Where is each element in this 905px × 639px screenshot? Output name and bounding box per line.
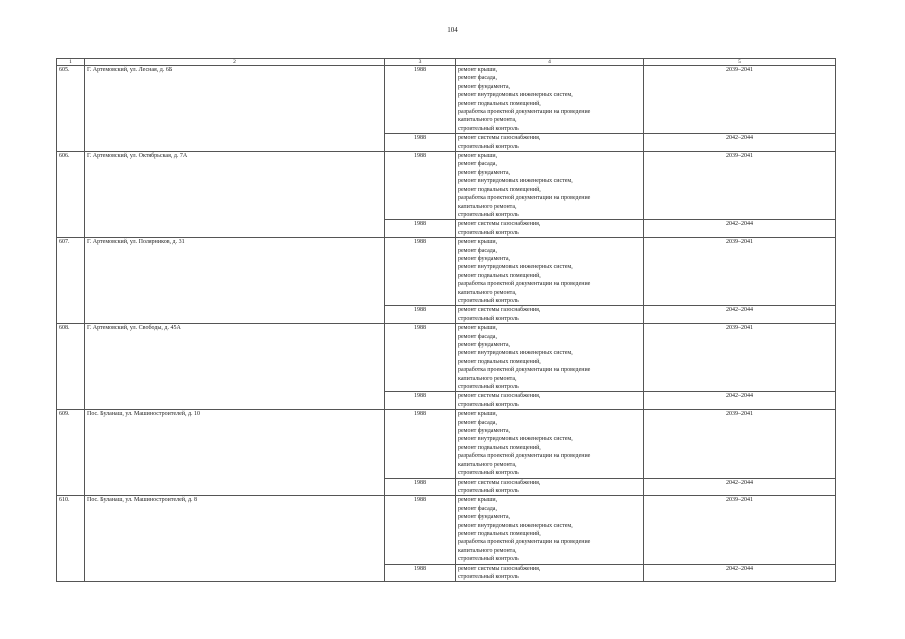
repair-work-item: ремонт внутридомовых инженерных систем,: [458, 178, 573, 185]
repair-work-item: ремонт фундамента,: [458, 255, 510, 262]
repair-work-item: ремонт подвальных помещений,: [458, 358, 541, 365]
repair-work-item: ремонт фундамента,: [458, 342, 510, 348]
repair-work-item: ремонт фасада,: [458, 419, 497, 426]
repair-work-item: ремонт системы газоснабжения,: [458, 135, 541, 142]
row-number: 610.: [57, 496, 85, 582]
planned-period: 2039–2041: [644, 66, 836, 134]
construction-year: 1988: [385, 134, 456, 152]
planned-period: 2042–2044: [644, 134, 836, 152]
repair-work-item: строительный контроль: [458, 573, 519, 580]
repair-work-item: строительный контроль: [458, 315, 519, 322]
construction-year: 1988: [385, 496, 456, 564]
repair-works-list: [456, 410, 644, 478]
repair-work-item: разработка проектной документации на проведение: [458, 453, 591, 460]
repair-work-item: строительный контроль: [458, 401, 519, 408]
repair-works-list: [456, 496, 644, 564]
repair-work-item: капитального ремонта,: [458, 117, 517, 124]
repair-work-item: ремонт системы газоснабжения,: [458, 307, 541, 314]
repair-work-item: строительный контроль: [458, 229, 519, 236]
repair-works-list: [456, 238, 644, 306]
repair-works-list: [456, 220, 644, 238]
repair-work-item: ремонт внутридомовых инженерных систем,: [458, 436, 573, 443]
repair-work-item: ремонт подвальных помещений,: [458, 272, 541, 279]
repair-works-list: [456, 306, 644, 324]
column-number-3: 3: [385, 59, 456, 66]
construction-year: 1988: [385, 478, 456, 496]
repair-works-list: [456, 392, 644, 410]
construction-year: 1988: [385, 220, 456, 238]
repair-work-item: ремонт системы газоснабжения,: [458, 565, 541, 572]
repair-work-item: ремонт фасада,: [458, 333, 497, 340]
table-row: [57, 238, 836, 306]
repair-work-item: разработка проектной документации на проведение: [458, 539, 591, 546]
construction-year: 1988: [385, 410, 456, 478]
repair-schedule-table: [56, 58, 836, 582]
page-number: 104: [447, 26, 458, 34]
repair-work-item: ремонт крыши,: [458, 411, 498, 418]
repair-works-list: [456, 134, 644, 152]
repair-work-item: ремонт подвальных помещений,: [458, 444, 541, 451]
repair-works-list: [456, 324, 644, 392]
repair-work-item: разработка проектной документации на проведение: [458, 281, 591, 288]
table-row: [57, 66, 836, 134]
column-number-1: 1: [57, 59, 85, 66]
table-row: [57, 324, 836, 392]
repair-work-item: ремонт системы газоснабжения,: [458, 479, 541, 486]
column-number-5: 5: [644, 59, 836, 66]
construction-year: 1988: [385, 564, 456, 582]
construction-year: 1988: [385, 324, 456, 392]
repair-work-item: капитального ремонта,: [458, 547, 517, 554]
planned-period: 2039–2041: [644, 410, 836, 478]
repair-work-item: разработка проектной документации на проведение: [458, 367, 591, 374]
repair-work-item: капитального ремонта,: [458, 375, 517, 382]
column-number-row: [57, 59, 836, 66]
repair-work-item: ремонт подвальных помещений,: [458, 186, 541, 193]
repair-work-item: капитального ремонта,: [458, 461, 517, 468]
repair-works-list: [456, 66, 644, 134]
construction-year: 1988: [385, 306, 456, 324]
building-address: Г. Артемовский, ул. Лесная, д. 6Б: [85, 66, 385, 152]
repair-works-list: [456, 478, 644, 496]
building-address: Г. Артемовский, ул. Свободы, д. 45А: [85, 324, 385, 410]
repair-work-item: ремонт внутридомовых инженерных систем,: [458, 264, 573, 271]
building-address: Г. Артемовский, ул. Полярников, д. 31: [85, 238, 385, 324]
table-row: [57, 410, 836, 478]
row-number: 608.: [57, 324, 85, 410]
planned-period: 2042–2044: [644, 306, 836, 324]
planned-period: 2042–2044: [644, 564, 836, 582]
repair-work-item: капитального ремонта,: [458, 203, 517, 210]
column-number-4: 4: [456, 59, 644, 66]
repair-work-item: строительный контроль: [458, 143, 519, 150]
repair-work-item: ремонт внутридомовых инженерных систем,: [458, 522, 573, 529]
construction-year: 1988: [385, 392, 456, 410]
row-number: 605.: [57, 66, 85, 152]
repair-work-item: строительный контроль: [458, 125, 519, 132]
building-address: Пос. Буланаш, ул. Машиностроителей, д. 10: [85, 410, 385, 496]
building-address: Пос. Буланаш, ул. Машиностроителей, д. 8: [85, 496, 385, 582]
repair-work-item: ремонт крыши,: [458, 325, 498, 332]
planned-period: 2039–2041: [644, 152, 836, 220]
construction-year: 1988: [385, 238, 456, 306]
repair-work-item: ремонт крыши,: [458, 153, 498, 160]
repair-work-item: ремонт фундамента,: [458, 514, 510, 521]
repair-work-item: ремонт подвальных помещений,: [458, 530, 541, 537]
repair-work-item: капитального ремонта,: [458, 289, 517, 296]
repair-work-item: ремонт фасада,: [458, 505, 497, 512]
repair-work-item: ремонт фасада,: [458, 247, 497, 254]
repair-work-item: строительный контроль: [458, 297, 519, 304]
repair-work-item: ремонт фундамента,: [458, 169, 510, 176]
column-number-2: 2: [85, 59, 385, 66]
planned-period: 2042–2044: [644, 220, 836, 238]
table-body: [57, 59, 836, 582]
repair-work-item: ремонт фундамента,: [458, 83, 510, 90]
repair-work-item: ремонт системы газоснабжения,: [458, 393, 541, 400]
repair-work-item: ремонт фасада,: [458, 161, 497, 168]
table-row: [57, 496, 836, 564]
repair-work-item: разработка проектной документации на проведение: [458, 195, 591, 202]
repair-work-item: ремонт системы газоснабжения,: [458, 221, 541, 228]
repair-works-list: [456, 564, 644, 582]
repair-work-item: строительный контроль: [458, 470, 519, 477]
row-number: 606.: [57, 152, 85, 238]
construction-year: 1988: [385, 66, 456, 134]
planned-period: 2039–2041: [644, 496, 836, 564]
planned-period: 2042–2044: [644, 478, 836, 496]
repair-work-item: ремонт подвальных помещений,: [458, 100, 541, 107]
repair-work-item: разработка проектной документации на проведение: [458, 109, 591, 116]
building-address: Г. Артемовский, ул. Октябрьская, д. 7А: [85, 152, 385, 238]
repair-work-item: строительный контроль: [458, 384, 519, 391]
planned-period: 2042–2044: [644, 392, 836, 410]
repair-work-item: ремонт крыши,: [458, 497, 498, 504]
planned-period: 2039–2041: [644, 238, 836, 306]
repair-work-item: строительный контроль: [458, 487, 519, 494]
planned-period: 2039–2041: [644, 324, 836, 392]
repair-work-item: строительный контроль: [458, 211, 519, 218]
repair-works-list: [456, 152, 644, 220]
row-number: 607.: [57, 238, 85, 324]
repair-work-item: ремонт внутридомовых инженерных систем,: [458, 92, 573, 99]
table-row: [57, 152, 836, 220]
repair-work-item: ремонт фундамента,: [458, 428, 510, 435]
repair-work-item: ремонт крыши,: [458, 67, 498, 73]
repair-work-item: ремонт фасада,: [458, 75, 497, 82]
row-number: 609.: [57, 410, 85, 496]
repair-work-item: ремонт внутридомовых инженерных систем,: [458, 350, 573, 357]
repair-work-item: ремонт крыши,: [458, 239, 498, 246]
repair-work-item: строительный контроль: [458, 556, 519, 563]
construction-year: 1988: [385, 152, 456, 220]
